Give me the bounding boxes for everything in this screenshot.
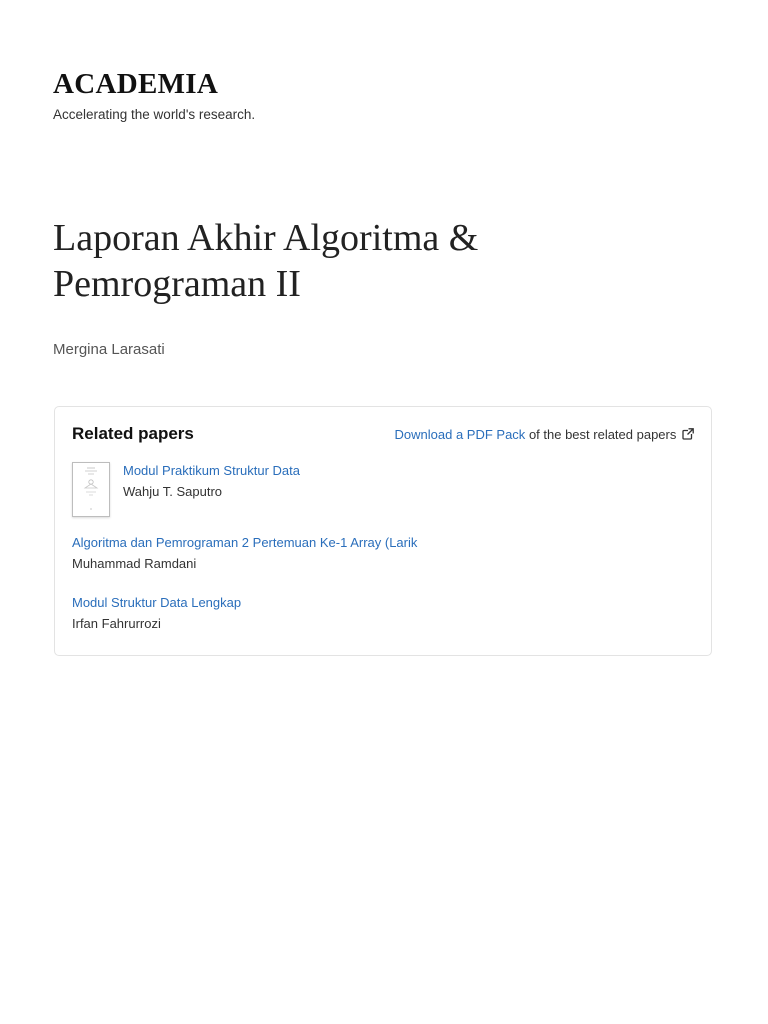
related-paper-item — [72, 594, 241, 633]
pdf-pack-line — [395, 426, 694, 444]
related-paper-author: Irfan Fahrurrozi — [72, 616, 161, 631]
related-paper-title[interactable]: Modul Praktikum Struktur Data — [123, 463, 301, 478]
external-link-icon[interactable] — [682, 428, 694, 440]
related-paper-title[interactable]: Modul Struktur Data Lengkap — [72, 595, 242, 610]
related-paper-author: Wahju T. Saputro — [123, 484, 222, 499]
related-papers-box — [54, 406, 712, 656]
related-paper-author: Muhammad Ramdani — [72, 556, 197, 571]
document-title: Laporan Akhir Algoritma & Pemrograman II — [53, 217, 479, 305]
document-author[interactable]: Mergina Larasati — [53, 341, 165, 358]
related-paper-title[interactable]: Algoritma dan Pemrograman 2 Pertemuan Ke-1 Array (Larik — [72, 535, 418, 550]
related-papers-heading: Related papers — [72, 424, 194, 443]
brand-tagline: Accelerating the world's research. — [53, 107, 256, 122]
related-paper-item — [123, 462, 300, 501]
pdf-pack-suffix: of the best related papers — [528, 427, 677, 442]
download-pdf-pack-link[interactable]: Download a PDF Pack — [394, 427, 526, 442]
document-thumbnail-icon[interactable] — [72, 462, 110, 517]
academia-logo[interactable]: ACADEMIA — [53, 68, 219, 100]
related-paper-item — [72, 534, 417, 573]
